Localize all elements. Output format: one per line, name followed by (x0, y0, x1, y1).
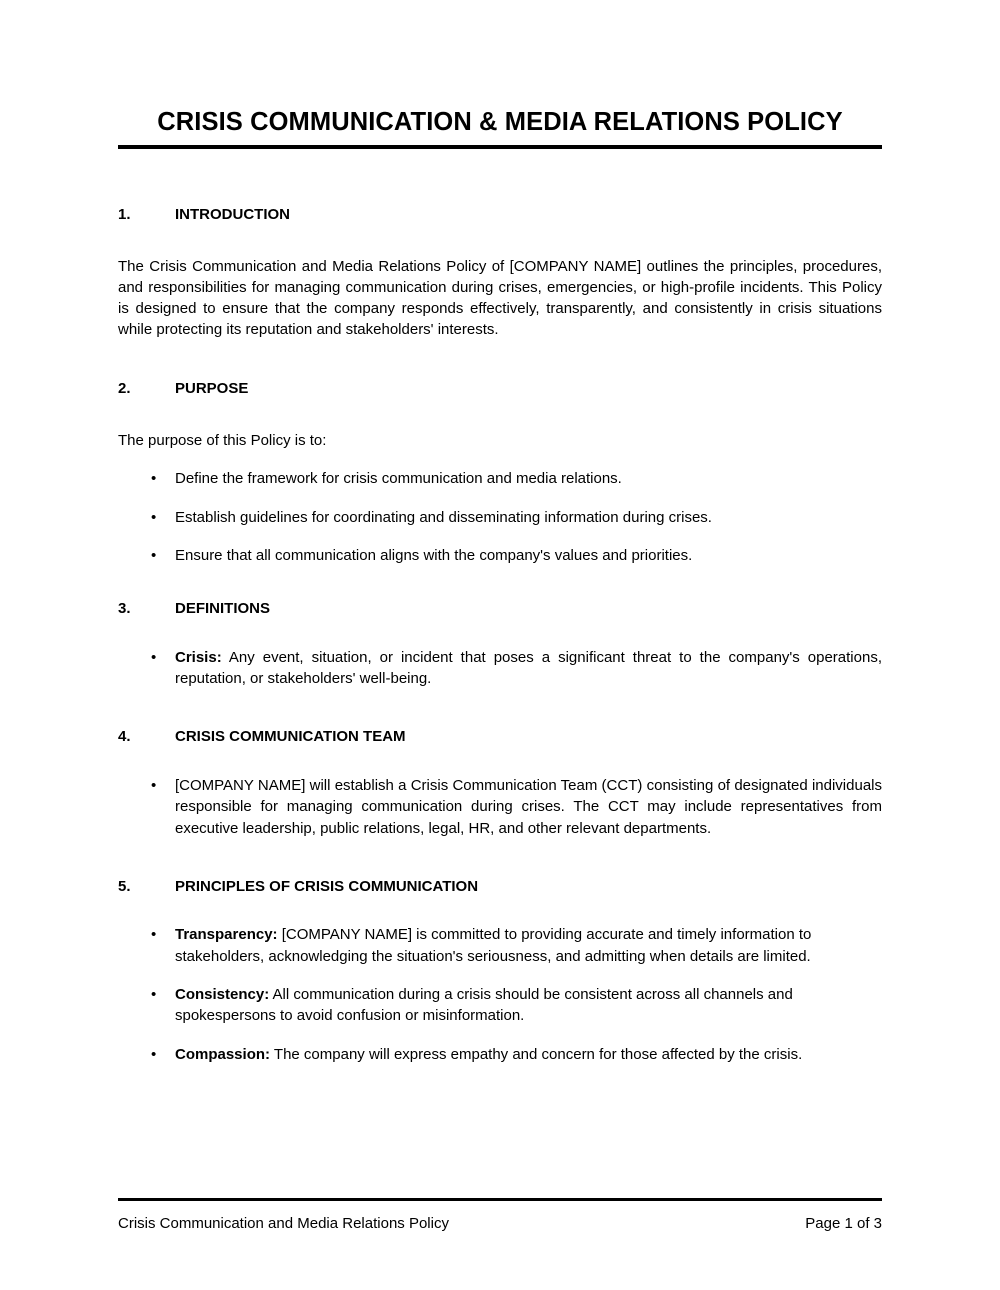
spacer (118, 566, 882, 599)
list-item (118, 1044, 882, 1065)
title-divider (118, 145, 882, 149)
list-item: • Establish guidelines for coordinating and disseminating information during crises. (118, 507, 882, 528)
section-title: INTRODUCTION (175, 206, 290, 223)
section-heading (118, 599, 882, 619)
list-item (118, 924, 882, 967)
definition-text: Any event, situation, or incident that poses a significant threat to the company's operations, reputation, or stakeholders' well-being. (175, 648, 882, 688)
section-title: DEFINITIONS (175, 600, 271, 618)
section-lead-text: The purpose of this Policy is to: (118, 432, 327, 450)
list-item (118, 984, 882, 1027)
list-item: • Ensure that all communication aligns with the company's values and priorities. (118, 545, 882, 566)
section-number: 5. (118, 877, 131, 895)
section-number: 4. (118, 728, 131, 746)
section-number: 2. (118, 379, 131, 397)
purpose-bullet-list (118, 468, 882, 566)
section-heading (118, 727, 882, 747)
spacer (118, 490, 882, 507)
spacer (118, 689, 882, 727)
section-heading (118, 379, 882, 399)
section-introduction (118, 205, 882, 341)
spacer (118, 896, 882, 924)
section-heading (118, 877, 882, 897)
list-item (118, 647, 882, 690)
list-item: • [COMPANY NAME] will establish a Crisis Communication Team (CCT) consisting of designated individuals responsible for managing communication during crises. The CCT may include representatives from executive leadership, public relations, legal, HR, and other relevant departments. (118, 775, 882, 839)
section-title: CRISIS COMMUNICATION TEAM (175, 728, 406, 746)
section-heading (118, 205, 882, 225)
spacer (118, 1027, 882, 1044)
title-block (118, 108, 882, 149)
footer-document-name: Crisis Communication and Media Relations Policy (118, 1214, 449, 1232)
spacer (118, 341, 882, 379)
principle-text: The company will express empathy and concern for those affected by the crisis. (270, 1045, 803, 1063)
footer-row (118, 1214, 882, 1234)
section-crisis-communication-team (118, 727, 882, 838)
document-body (118, 205, 882, 1065)
section-principles (118, 877, 882, 1065)
section-purpose (118, 379, 882, 567)
principle-term: Compassion: (175, 1045, 271, 1063)
section-paragraph: The Crisis Communication and Media Relations Policy of [COMPANY NAME] outlines the principles, procedures, and responsibilities for managing communication during crises, emergencies, or high-profile incidents. This Policy is designed to ensure that the company responds effectively, transparently, and consistently in crisis situations while protecting its reputation and stakeholders' interests. (118, 257, 882, 339)
principle-text: All communication during a crisis should be consistent across all channels and spokespersons to avoid confusion or misinformation. (175, 985, 793, 1025)
team-bullet-list (118, 775, 882, 839)
spacer (118, 451, 882, 468)
page-footer (118, 1198, 882, 1234)
section-definitions (118, 599, 882, 689)
definition-term: Crisis: (175, 648, 222, 666)
spacer (118, 967, 882, 984)
spacer (118, 619, 882, 647)
spacer (118, 747, 882, 775)
spacer (118, 528, 882, 545)
section-title: PURPOSE (175, 379, 249, 397)
section-title: PRINCIPLES OF CRISIS COMMUNICATION (175, 877, 479, 895)
footer-divider (118, 1198, 882, 1201)
principles-bullet-list (118, 924, 882, 1064)
footer-page-number: Page 1 of 3 (805, 1214, 882, 1232)
principle-term: Consistency: (175, 985, 270, 1003)
list-item: • Define the framework for crisis communication and media relations. (118, 468, 882, 489)
section-number: 3. (118, 600, 131, 618)
spacer (118, 839, 882, 877)
page-title: CRISIS COMMUNICATION & MEDIA RELATIONS POLICY (157, 108, 843, 136)
principle-text: [COMPANY NAME] is committed to providing accurate and timely information to stakeholders, acknowledging the situation's seriousness, and admitting when details are limited. (175, 926, 812, 965)
definitions-bullet-list (118, 647, 882, 690)
principle-term: Transparency: (175, 926, 278, 944)
section-number: 1. (118, 206, 131, 223)
